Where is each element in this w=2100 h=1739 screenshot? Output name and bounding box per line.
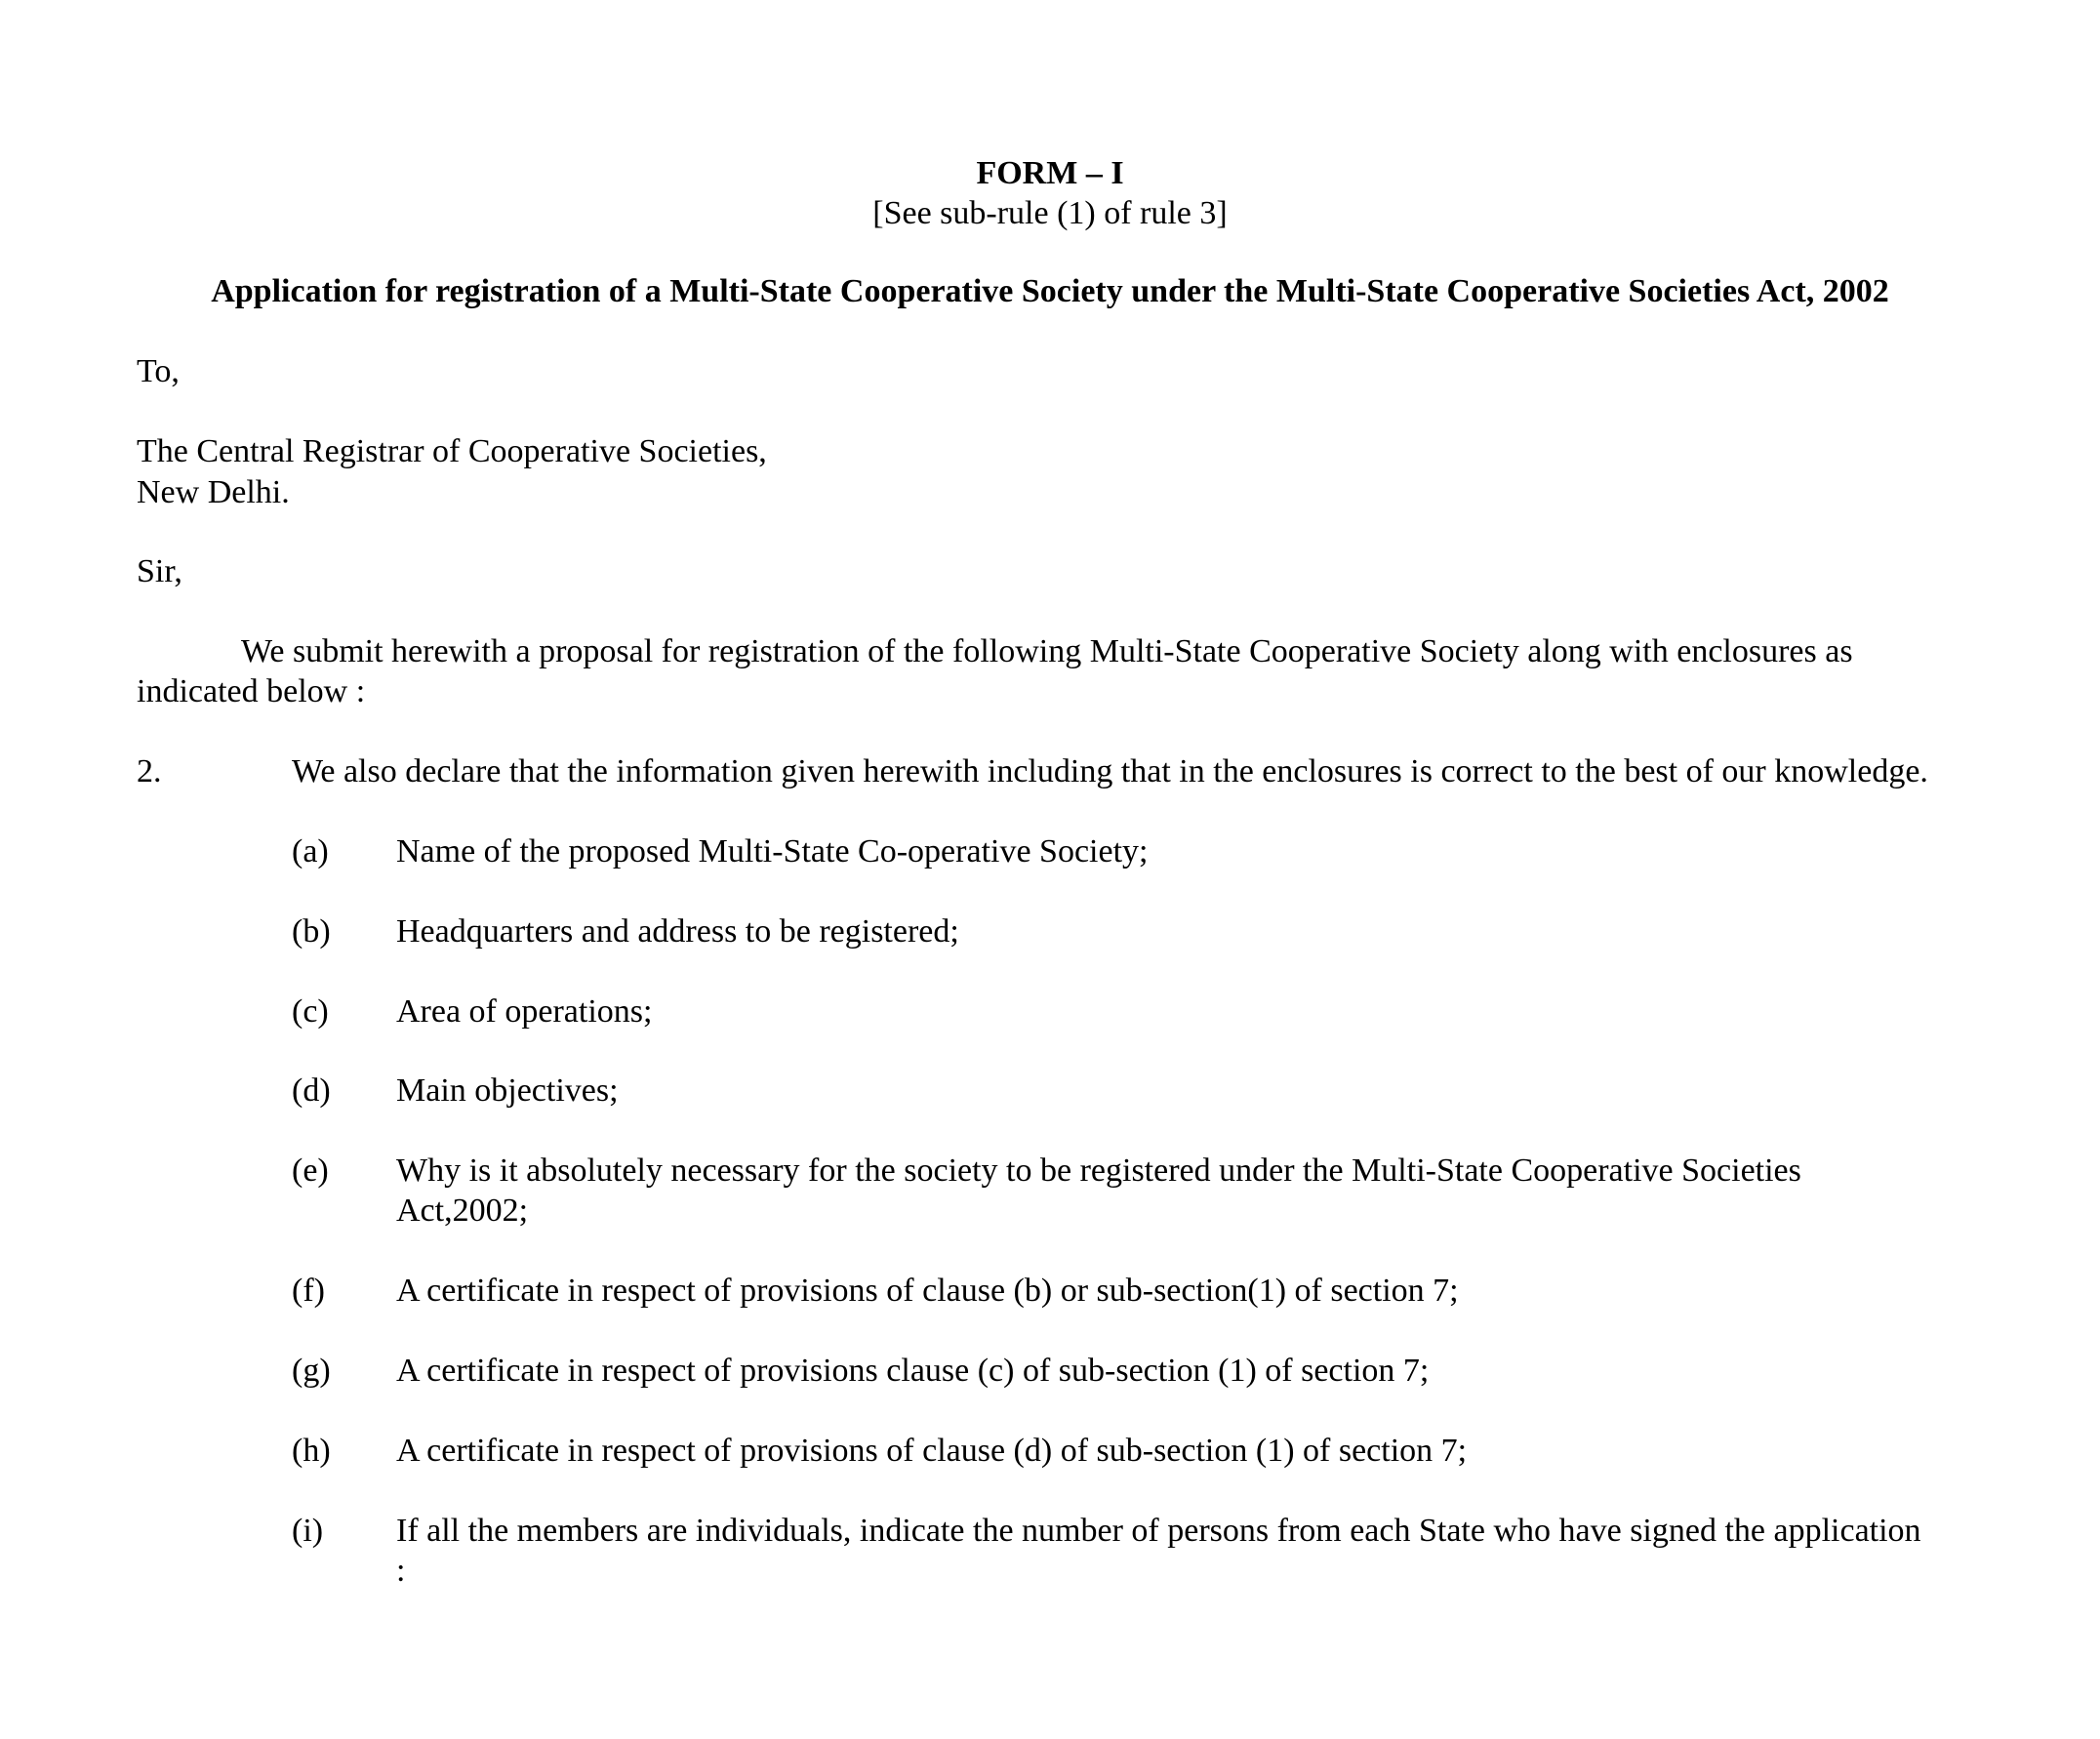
item-text-i-line-2: : bbox=[396, 1553, 406, 1589]
letter-to: To, bbox=[137, 353, 180, 389]
item-text-c: Area of operations; bbox=[396, 993, 653, 1030]
item-letter-f: (f) bbox=[292, 1273, 325, 1309]
item-letter-a: (a) bbox=[292, 833, 329, 870]
item-text-a: Name of the proposed Multi-State Co-operative Society; bbox=[396, 833, 1149, 870]
item-letter-i: (i) bbox=[292, 1513, 324, 1549]
item-text-e-line-2: Act,2002; bbox=[396, 1193, 529, 1229]
intro-line-1: We submit herewith a proposal for registration of the following Multi-State Cooperative Society along with enclosures as bbox=[241, 633, 1853, 669]
addressee-line-2: New Delhi. bbox=[137, 474, 290, 510]
item-text-i-line-1: If all the members are individuals, indicate the number of persons from each State who have signed the application bbox=[396, 1513, 1921, 1549]
item-letter-e: (e) bbox=[292, 1153, 329, 1189]
declaration-text: We also declare that the information given herewith including that in the enclosures is correct to the best of our knowledge. bbox=[292, 753, 1928, 789]
item-text-d: Main objectives; bbox=[396, 1072, 619, 1109]
item-letter-d: (d) bbox=[292, 1072, 331, 1109]
item-text-e-line-1: Why is it absolutely necessary for the society to be registered under the Multi-State Cooperative Societies bbox=[396, 1153, 1801, 1189]
item-text-g: A certificate in respect of provisions clause (c) of sub-section (1) of section 7; bbox=[396, 1353, 1430, 1389]
addressee-line-1: The Central Registrar of Cooperative Societies, bbox=[137, 433, 767, 469]
form-title: FORM – I bbox=[976, 155, 1124, 191]
declaration-number: 2. bbox=[137, 753, 162, 789]
application-title: Application for registration of a Multi-State Cooperative Society under the Multi-State Cooperative Societies Act, 2002 bbox=[211, 273, 1889, 309]
item-letter-h: (h) bbox=[292, 1433, 331, 1469]
item-letter-c: (c) bbox=[292, 993, 329, 1030]
item-letter-b: (b) bbox=[292, 913, 331, 950]
item-text-h: A certificate in respect of provisions of clause (d) of sub-section (1) of section 7; bbox=[396, 1433, 1468, 1469]
intro-line-2: indicated below : bbox=[137, 673, 366, 709]
form-subtitle: [See sub-rule (1) of rule 3] bbox=[872, 195, 1228, 231]
salutation: Sir, bbox=[137, 553, 182, 589]
item-text-b: Headquarters and address to be registered; bbox=[396, 913, 959, 950]
item-text-f: A certificate in respect of provisions of clause (b) or sub-section(1) of section 7; bbox=[396, 1273, 1459, 1309]
item-letter-g: (g) bbox=[292, 1353, 331, 1389]
